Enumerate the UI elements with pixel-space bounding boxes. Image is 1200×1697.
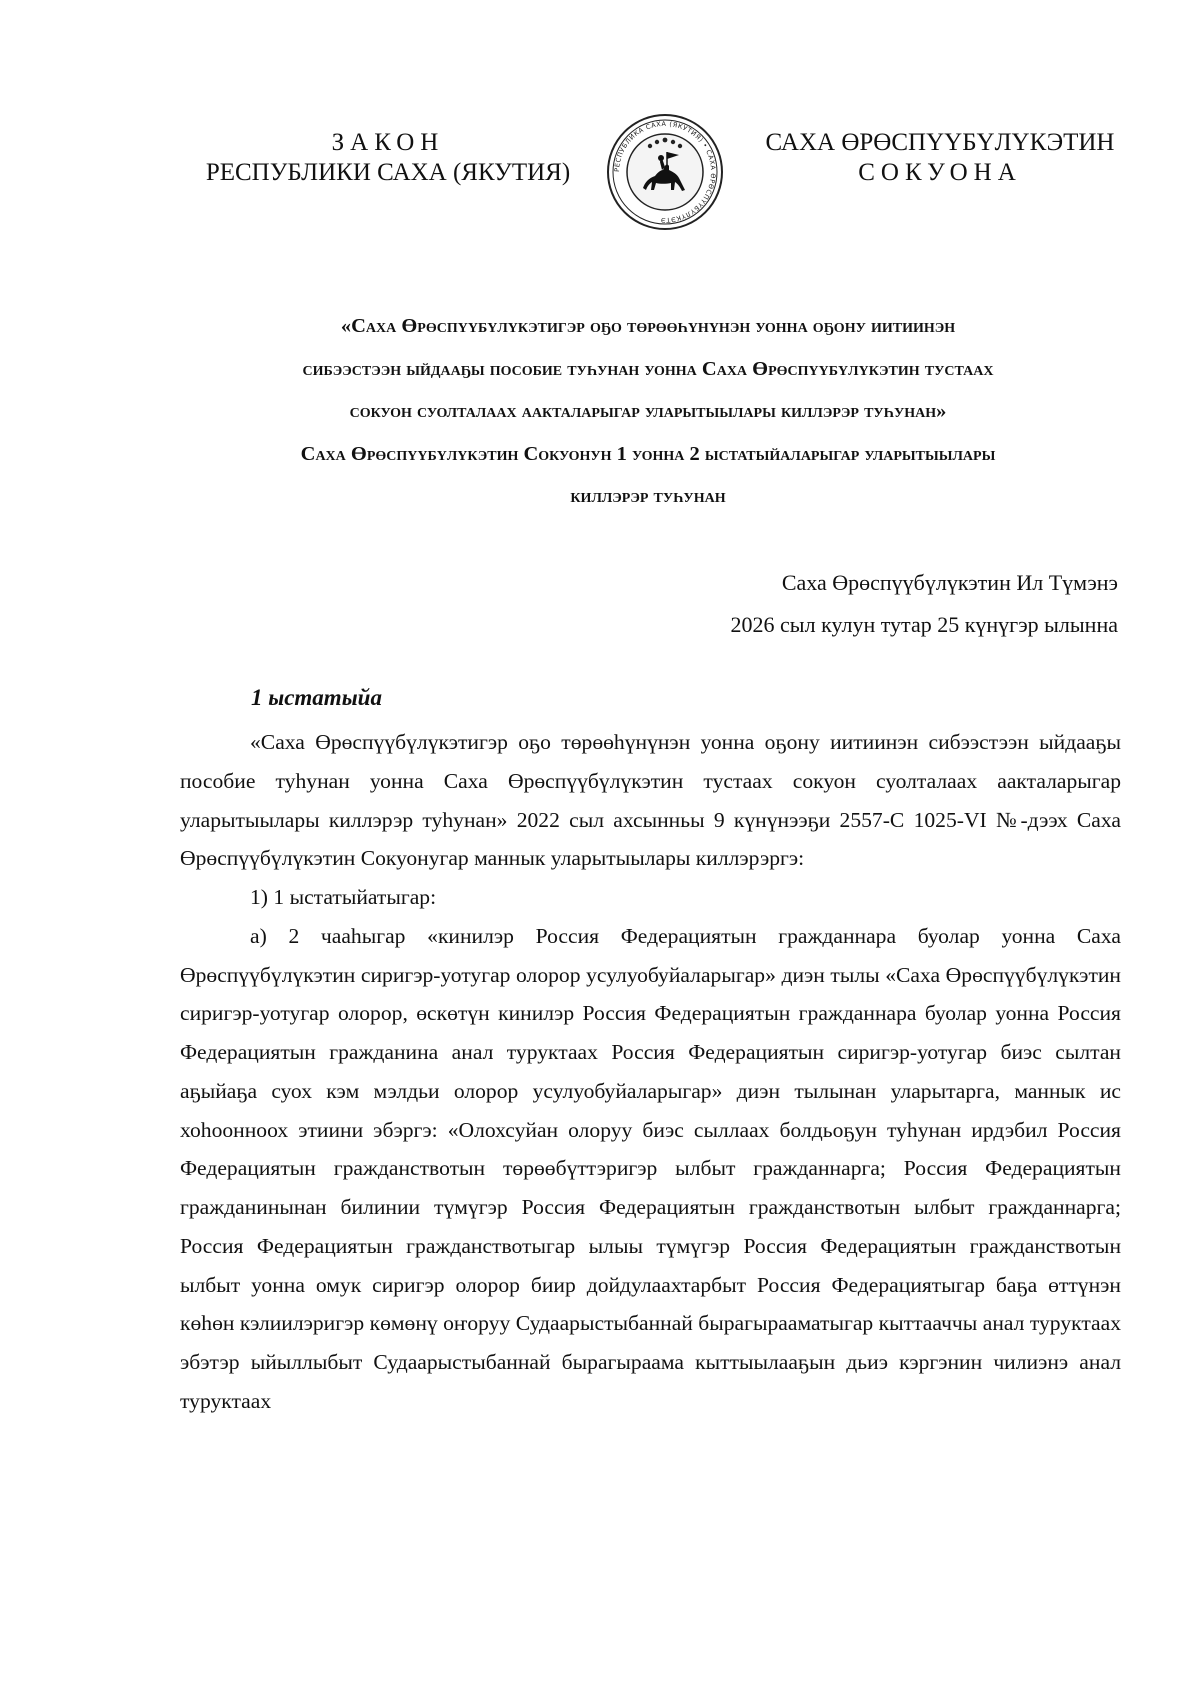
article-paragraph: «Саха Өрөспүүбүлүкэтигэр оҕо төрөөһүнүнэн уонна оҕону иитиинэн сибээстээн ыйдааҕы пособие туһунан уонна Саха Өрөспүүбүлүкэтин тустаах сокуон суолталаах аакталарыгар уларытыылары киллэрэр туһунан» 2022 сыл ахсынньы 9 күнүнээҕи 2557-С 1025-VI №-дээх Саха Өрөспүүбүлүкэтин Сокуонугар маннык уларытыылары киллэрэргэ:: [180, 730, 1121, 871]
law-title: [178, 305, 1118, 518]
header-law-word-sah: СОКУОНА: [858, 159, 1022, 186]
header-law-title-ru: [188, 128, 588, 188]
adoption-note: [731, 562, 1118, 646]
article-body: [180, 723, 1121, 1421]
law-title-line: сокуон суолталаах аакталарыгар уларытыылары киллэрэр туһунан»: [349, 400, 947, 422]
article-item: 1) 1 ыстатыйатыгар:: [250, 885, 437, 909]
header-law-title-sah: [760, 128, 1120, 188]
header-republic-name: РЕСПУБЛИКИ САХА (ЯКУТИЯ): [205, 159, 571, 186]
adopting-body: Саха Өрөспүүбүлүкэтин Ил Түмэнэ: [781, 570, 1118, 595]
law-title-line: Саха Өрөспүүбүлүкэтин Сокуонун 1 уонна 2 ыстатыйаларыгар уларытыылары: [300, 442, 996, 465]
law-title-line: «Саха Өрөспүүбүлүкэтигэр оҕо төрөөһүнүнэн уонна оҕону иитиинэн: [340, 315, 956, 337]
header-republic-name-sah: САХА ӨРӨСПҮҮБҮЛҮКЭТИН: [765, 129, 1115, 156]
emblem-ring-text: РЕСПУБЛИКА САХА (ЯКУТИЯ) • САХА ӨРӨСПҮҮБҮЛҮКЭТЭ: [612, 119, 718, 225]
adoption-date: 2026 сыл кулун тутар 25 күнүгэр ылынна: [730, 612, 1118, 637]
law-title-line: сибээстээн ыйдааҕы пособие туһунан уонна Саха Өрөспүүбүлүкэтин тустаах: [302, 357, 994, 380]
header-law-word: ЗАКОН: [331, 129, 445, 156]
coat-of-arms-emblem-icon: [605, 112, 725, 232]
article-heading: 1 ыстатыйа: [251, 685, 382, 710]
law-title-line: киллэрэр туһунан: [570, 485, 726, 507]
article-subitem: а) 2 чааһыгар «кинилэр Россия Федерациятын гражданнара буолар уонна Саха Өрөспүүбүлүкэтин сиригэр-уотугар олорор усулуобуйаларыгар» диэн тылы «Саха Өрөспүүбүлүкэтин сиригэр-уотугар олорор, өскөтүн кинилэр Россия Федерациятын гражданнара буолар уонна Россия Федерациятын гражданина анал туруктаах Россия Федерациятын сиригэр-уотугар биэс сылтан аҕыйаҕа суох кэм мэлдьи олорор усулуобуйаларыгар» диэн тылынан уларытарга, маннык ис хоһоонноох этиини эбэргэ: «Олохсуйан олоруу биэс сыллаах болдьоҕун туһунан ирдэбил Россия Федерациятын гражданствотын төрөөбүттэригэр ылбыт гражданнарга; Россия Федерациятын гражданинынан билинии түмүгэр Россия Федерациятын гражданствотын ылбыт гражданнарга; Россия Федерациятын гражданствотыгар ылыы түмүгэр Россия Федерациятын гражданствотын ылбыт уонна омук сиригэр олорор биир дойдулаахтарбыт Россия Федерациятыгар баҕа өттүнэн көһөн кэлиилэригэр көмөнү оҥоруу Судаарыстыбаннай бырагырааматыгар кыттааччы анал туруктаах эбэтэр ыйыллыбыт Судаарыстыбаннай бырагыраама кыттыылааҕын дьиэ кэргэнин чилиэнэ анал туруктаах: [180, 923, 1121, 1413]
